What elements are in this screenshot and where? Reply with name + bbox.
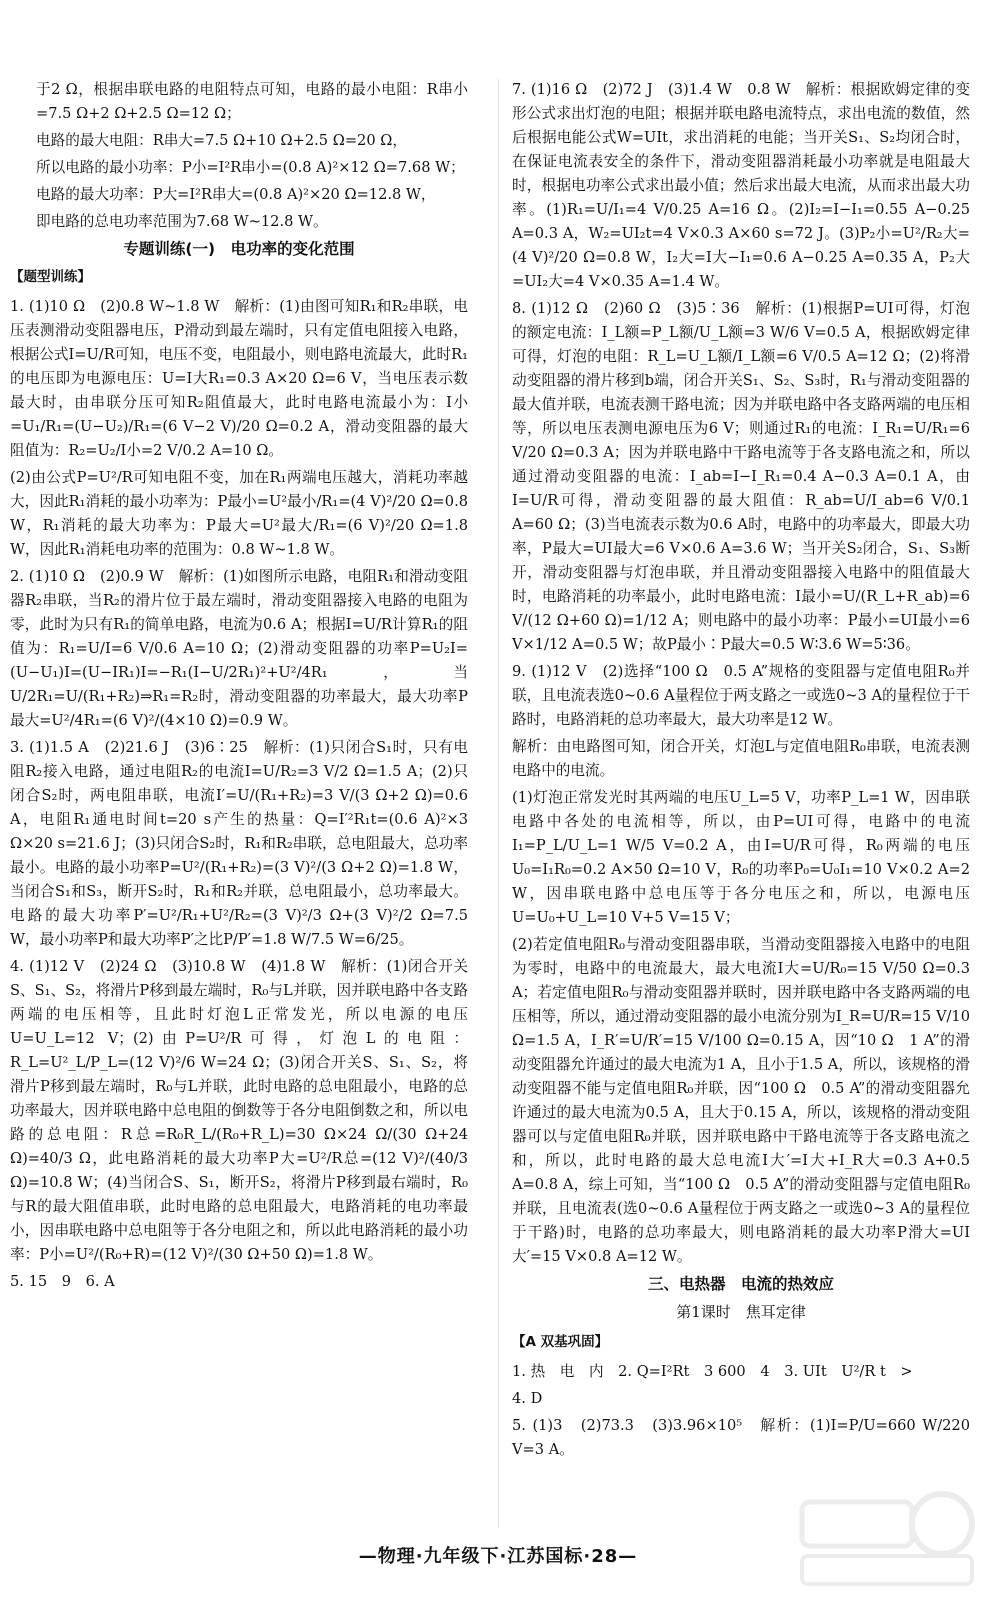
- answer-5-6: 5. 15 9 6. A: [10, 1273, 115, 1290]
- answer-9-analysis: 解析：由电路图可知，闭合开关，灯泡L与定值电阻R₀串联，电流表测电路中的电流。: [512, 738, 970, 779]
- cont-line-5: 即电路的总电功率范围为7.68 W~12.8 W。: [36, 213, 328, 230]
- answer-3: 3. (1)1.5 A (2)21.6 J (3)6∶25 解析：(1)只闭合S₁时，只有电阻R₂接入电路，通过电阻R₂的电流I=U/R₂=3 V/2 Ω=1.5 A；(2)只闭合S₂时，两电阻串联，电流I′=U/(R₁+R₂)=3 V/(3 Ω+2 Ω)=0.6 A，电阻R₁通电时间t=20 s产生的热量：Q=I′²R₁t=(0.6 A)²×3 Ω×20 s=21.6 J；(3)只闭合S₂时，R₁和R₂串联，总电阻最大，总功率最小。电路的最小功率P=U²/(R₁+R₂)=(3 V)²/(3 Ω+2 Ω)=1.8 W，当闭合S₁和S₃，断开S₂时，R₁和R₂并联，总电阻最小，总功率最大。电路的最大功率P′=U²/R₁+U²/R₂=(3 V)²/3 Ω+(3 V)²/2 Ω=7.5 W，最小功率P和最大功率P′之比P/P′=1.8 W/7.5 W=6/25。: [10, 739, 468, 948]
- answer-8: 8. (1)12 Ω (2)60 Ω (3)5∶36 解析：(1)根据P=UI可得，灯泡的额定电流：I_L额=P_L额/U_L额=3 W/6 V=0.5 A，根据欧姆定律可得，灯泡的电阻：R_L=U_L额/I_L额=6 V/0.5 A=12 Ω；(2)将滑动变阻器的滑片移到b端，闭合开关S₁、S₂、S₃时，R₁与滑动变阻器的最大值并联，电流表测干路电流；因为并联电路中各支路两端的电压相等，所以电压表测电源电压为6 V；则通过R₁的电流：I_R₁=U/R₁=6 V/20 Ω=0.3 A；因为并联电路中干路电流等于各支路电流之和，所以通过滑动变阻器的电流：I_ab=I−I_R₁=0.4 A−0.3 A=0.1 A，由I=U/R可得，滑动变阻器的最大阻值：R_ab=U/I_ab=6 V/0.1 A=60 Ω；(3)当电流表示数为0.6 A时，电路中的功率最大，即最大功率，P最大=UI最大=6 V×0.6 A=3.6 W；当开关S₂闭合，S₁、S₃断开，滑动变阻器与灯泡串联，并且滑动变阻器接入电路中的阻值最大时，电路消耗的功率最小，此时电路电流：I最小=U/(R_L+R_ab)=6 V/(12 Ω+60 Ω)=1/12 A；则电路中的最小功率：P最小=UI最小=6 V×1/12 A=0.5 W；故P最小∶P最大=0.5 W∶3.6 W=5∶36。: [512, 300, 970, 653]
- answer-4: 4. (1)12 V (2)24 Ω (3)10.8 W (4)1.8 W 解析：(1)闭合开关S、S₁、S₂，将滑片P移到最左端时，R₀与L并联，因并联电路中各支路两端的电压相等，且此时灯泡L正常发光，所以电源的电压U=U_L=12 V；(2)由P=U²/R可得，灯泡L的电阻：R_L=U²_L/P_L=(12 V)²/6 W=24 Ω；(3)闭合开关S、S₁、S₂，将滑片P移到最左端时，R₀与L并联，此时电路的总电阻最小，电路的总功率最大，因并联电路中总电阻的倒数等于各分电阻倒数之和，所以电路的总电阻：R总=R₀R_L/(R₀+R_L)=30 Ω×24 Ω/(30 Ω+24 Ω)=40/3 Ω，此电路消耗的最大功率P大=U²/R总=(12 V)²/(40/3 Ω)=10.8 W；(4)当闭合S、S₁，断开S₂，将滑片P移到最右端时，R₀与R的最大阻值串联，此时电路的总电阻最大，电路消耗的电功率最小，因串联电路中总电阻等于各分电阻之和，所以此电路消耗的最小功率：P小=U²/(R₀+R)=(12 V)²/(30 Ω+50 Ω)=1.8 W。: [10, 958, 468, 1263]
- answer-2: 2. (1)10 Ω (2)0.9 W 解析：(1)如图所示电路，电阻R₁和滑动变阻器R₂串联，当R₂的滑片位于最左端时，滑动变阻器接入电路的电阻为零，此时为只有R₁的简单电路，电流为0.6 A；根据I=U/R计算R₁的阻值为：R₁=U/I=6 V/0.6 A=10 Ω；(2)滑动变阻器的功率P=U₂I=(U−U₁)I=(U−IR₁)I=−R₁(I−U/2R₁)²+U²/4R₁，当U/2R₁=U/(R₁+R₂)⇒R₁=R₂时，滑动变阻器的功率最大，最大功率P最大=U²/4R₁=(6 V)²/(4×10 Ω)=0.9 W。: [10, 568, 468, 729]
- answer-9-result: 9. (1)12 V (2)选择“100 Ω 0.5 A”规格的变阻器与定值电阻R₀并联，且电流表选0~0.6 A量程位于两支路之一或选0~3 A的量程位于干路时，电路消耗的总功率最大，最大功率是12 W。: [512, 663, 970, 728]
- answer-1-part-2: (2)由公式P=U²/R可知电阻不变，加在R₁两端电压越大，消耗功率越大，因此R₁消耗的最小功率为：P最小=U²最小/R₁=(4 V)²/20 Ω=0.8 W，R₁消耗的最大功率为：P最大=U²最大/R₁=(6 V)²/20 Ω=1.8 W，因此R₁消耗电功率的范围为：0.8 W~1.8 W。: [10, 469, 468, 558]
- cont-line-4: 电路的最大功率：P大=I²R串大=(0.8 A)²×20 Ω=12.8 W，: [36, 186, 436, 203]
- answer-a4: 4. D: [512, 1390, 543, 1407]
- cont-line-2: 电路的最大电阻：R串大=7.5 Ω+10 Ω+2.5 Ω=20 Ω，: [36, 132, 407, 149]
- answer-9-part-2: (2)若定值电阻R₀与滑动变阻器串联，当滑动变阻器接入电路中的电阻为零时，电路中的电流最大，最大电流I大=U/R₀=15 V/50 Ω=0.3 A；若定值电阻R₀与滑动变阻器并联时，因并联电路中各支路两端的电压相等，所以，通过滑动变阻器的最小电流分别为I_R=U/R=15 V/10 Ω=1.5 A，I_R′=U/R′=15 V/100 Ω=0.15 A，因“10 Ω 1 A”的滑动变阻器允许通过的最大电流为1 A，且小于1.5 A，所以，该规格的滑动变阻器不能与定值电阻R₀并联，因“100 Ω 0.5 A”的滑动变阻器允许通过的最大电流为0.5 A，且大于0.15 A，所以，该规格的滑动变阻器可以与定值电阻R₀并联，因并联电路中干路电流等于各支路电流之和，所以，此时电路的最大总电流I大′=I大+I_R大=0.3 A+0.5 A=0.8 A，综上可知，当“100 Ω 0.5 A”的滑动变阻器与定值电阻R₀并联，且电流表(选0~0.6 A量程位于两支路之一或选0~3 A的量程位于干路)时，电路的总功率最大，则电路消耗的最大功率P滑大=UI大′=15 V×0.8 A=12 W。: [512, 936, 970, 1265]
- right-column: [512, 78, 970, 1465]
- tag-basics: 【A 双基巩固】: [512, 1334, 609, 1350]
- section-title-heater: 三、电热器 电流的热效应: [647, 1275, 834, 1293]
- left-column: [10, 78, 468, 1297]
- watermark-logo: [792, 1488, 982, 1592]
- answer-7: 7. (1)16 Ω (2)72 J (3)1.4 W 0.8 W 解析：根据欧姆定律的变形公式求出灯泡的电阻；根据并联电路电流特点，求出电流的数值，然后根据电能公式W=UIt，求出消耗的电能；当开关S₁、S₂均闭合时，在保证电流表安全的条件下，滑动变阻器消耗最小功率就是电阻最大时，根据电功率公式求出最小值；然后求出最大电流，从而求出最大功率。(1)R₁=U/I₁=4 V/0.25 A=16 Ω。(2)I₂=I−I₁=0.55 A−0.25 A=0.3 A，W₂=UI₂t=4 V×0.3 A×60 s=72 J。(3)P₂小=U²/R₂大=(4 V)²/20 Ω=0.8 W，I₂大=I大−I₁=0.6 A−0.25 A=0.35 A，P₂大=UI₂大=4 V×0.35 A=1.4 W。: [512, 81, 970, 290]
- page-footer: —物理·九年级下·江苏国标·28—: [358, 1546, 638, 1567]
- answer-1-part-1: 1. (1)10 Ω (2)0.8 W~1.8 W 解析：(1)由图可知R₁和R₂串联，电压表测滑动变阻器电压，P滑动到最左端时，只有定值电阻接入电路，根据公式I=U/R可知，电压不变，电阻最小，则电路电流最大，此时R₁的电压即为电源电压：U=I大R₁=0.3 A×20 Ω=6 V，当电压表示数最大时，由串联分压可知R₂阻值最大，此时电路电流最小为：I小=U₁/R₁=(U−U₂)/R₁=(6 V−2 V)/20 Ω=0.2 A，滑动变阻器的最大阻值为：R₂=U₂/I小=2 V/0.2 A=10 Ω。: [10, 298, 468, 459]
- cont-line-1: 于2 Ω，根据串联电路的电阻特点可知，电路的最小电阻：R串小=7.5 Ω+2 Ω+2.5 Ω=12 Ω；: [36, 81, 468, 122]
- column-divider: [498, 78, 499, 1528]
- cont-line-3: 所以电路的最小功率：P小=I²R串小=(0.8 A)²×12 Ω=7.68 W；: [36, 159, 465, 176]
- answer-9-part-1: (1)灯泡正常发光时其两端的电压U_L=5 V，功率P_L=1 W，因串联电路中各处的电流相等，所以，由P=UI可得，电路中的电流I₁=P_L/U_L=1 W/5 V=0.2 A，由I=U/R可得，R₀两端的电压U₀=I₁R₀=0.2 A×50 Ω=10 V，R₀的功率P₀=U₀I₁=10 V×0.2 A=2 W，因串联电路中总电压等于各分电压之和，所以，电源电压U=U₀+U_L=10 V+5 V=15 V；: [512, 789, 970, 926]
- answer-a5: 5. (1)3 (2)73.3 (3)3.96×10⁵ 解析：(1)I=P/U=660 W/220 V=3 A。: [512, 1417, 970, 1458]
- tag-training: 【题型训练】: [10, 269, 91, 285]
- lesson-title: 第1课时 焦耳定律: [676, 1303, 806, 1321]
- section-title-special-training: 专题训练(一) 电功率的变化范围: [123, 240, 355, 258]
- answer-a1-3: 1. 热 电 内 2. Q=I²Rt 3 600 4 3. UIt U²/R t >: [512, 1363, 913, 1380]
